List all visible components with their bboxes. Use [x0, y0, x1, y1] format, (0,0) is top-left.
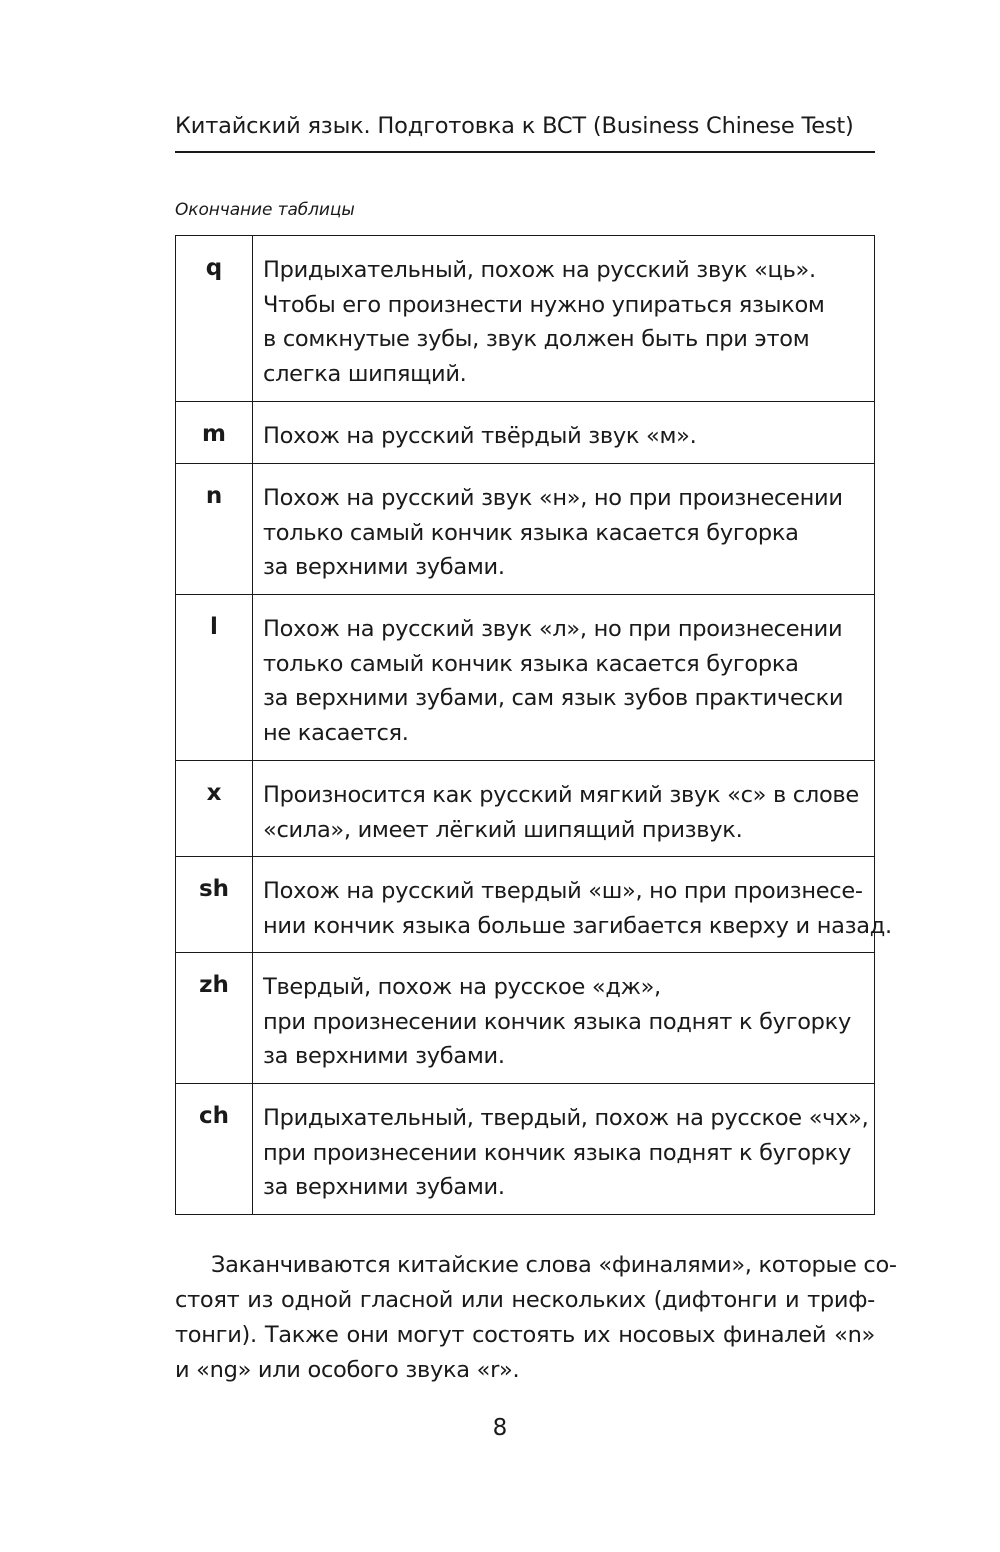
table-cell-description [253, 595, 875, 761]
description-line: Похож на русский звук «н», но при произнесении [263, 485, 843, 511]
table-cell-letter: x [176, 761, 253, 857]
table-row [176, 761, 875, 857]
description-line: не касается. [263, 719, 409, 746]
table-row [176, 857, 875, 953]
phonetics-table [175, 235, 892, 1215]
description-line: Придыхательный, твердый, похож на русское «чх», [263, 1105, 869, 1131]
description-line: Похож на русский твердый «ш», но при произнесе- [263, 878, 863, 904]
paragraph-line: Заканчиваются китайские слова «финалями», которые со- [211, 1252, 897, 1278]
description-line: за верхними зубами, сам язык зубов практически [263, 685, 844, 711]
paragraph-line: и «ng» или особого звука «r». [175, 1357, 520, 1383]
description-line: только самый кончик языка касается бугорка [263, 519, 799, 546]
description-line: при произнесении кончик языка поднят к бугорку [263, 1139, 851, 1166]
table-cell-letter: m [176, 402, 253, 464]
running-header: Китайский язык. Подготовка к BCT (Business Chinese Test) [175, 113, 854, 139]
table-cell-letter: l [176, 595, 253, 761]
table-cell-description [253, 761, 875, 857]
table-cell-letter: q [176, 236, 253, 402]
description-line: Похож на русский звук «л», но при произнесении [263, 616, 843, 642]
description-line: в сомкнутые зубы, звук должен быть при этом [263, 326, 810, 352]
description-line: за верхними зубами. [263, 1043, 505, 1069]
body-paragraph [175, 1248, 897, 1388]
description-line: Твердый, похож на русское «дж», [263, 974, 661, 1000]
description-line: за верхними зубами. [263, 554, 505, 580]
table-cell-description [253, 857, 892, 953]
table-row [176, 402, 875, 464]
description-line: Чтобы его произнести нужно упираться языком [263, 291, 825, 318]
table-row [176, 464, 875, 595]
table-row [176, 595, 875, 761]
description-line: Произносится как русский мягкий звук «с» в слове [263, 782, 859, 808]
paragraph-line: тонги). Также они могут состоять их носовых финалей «n» [175, 1322, 875, 1348]
description-line: Похож на русский твёрдый звук «м». [263, 423, 697, 449]
description-line: «сила», имеет лёгкий шипящий призвук. [263, 816, 743, 843]
table-cell-description [253, 236, 875, 402]
table-row [176, 953, 875, 1084]
table-cell-description [253, 464, 875, 595]
description-line: нии кончик языка больше загибается кверху и назад. [263, 912, 892, 939]
description-line: за верхними зубами. [263, 1174, 505, 1200]
page-number: 8 [492, 1415, 508, 1441]
paragraph-line: стоят из одной гласной или нескольких (дифтонги и триф- [175, 1287, 875, 1313]
header-rule [175, 151, 875, 153]
table-cell-letter: n [176, 464, 253, 595]
table-cell-letter: sh [176, 857, 253, 953]
table-cell-letter: zh [176, 953, 253, 1084]
table-caption: Окончание таблицы [175, 200, 355, 220]
description-line: слегка шипящий. [263, 360, 467, 387]
table-row [176, 236, 875, 402]
description-line: только самый кончик языка касается бугорка [263, 650, 799, 677]
table-cell-description [253, 402, 875, 464]
table-cell-description [253, 953, 875, 1084]
table-row [176, 1084, 875, 1215]
table-cell-letter: ch [176, 1084, 253, 1215]
table-cell-description [253, 1084, 875, 1215]
description-line: при произнесении кончик языка поднят к бугорку [263, 1008, 851, 1035]
description-line: Придыхательный, похож на русский звук «ць». [263, 257, 816, 283]
